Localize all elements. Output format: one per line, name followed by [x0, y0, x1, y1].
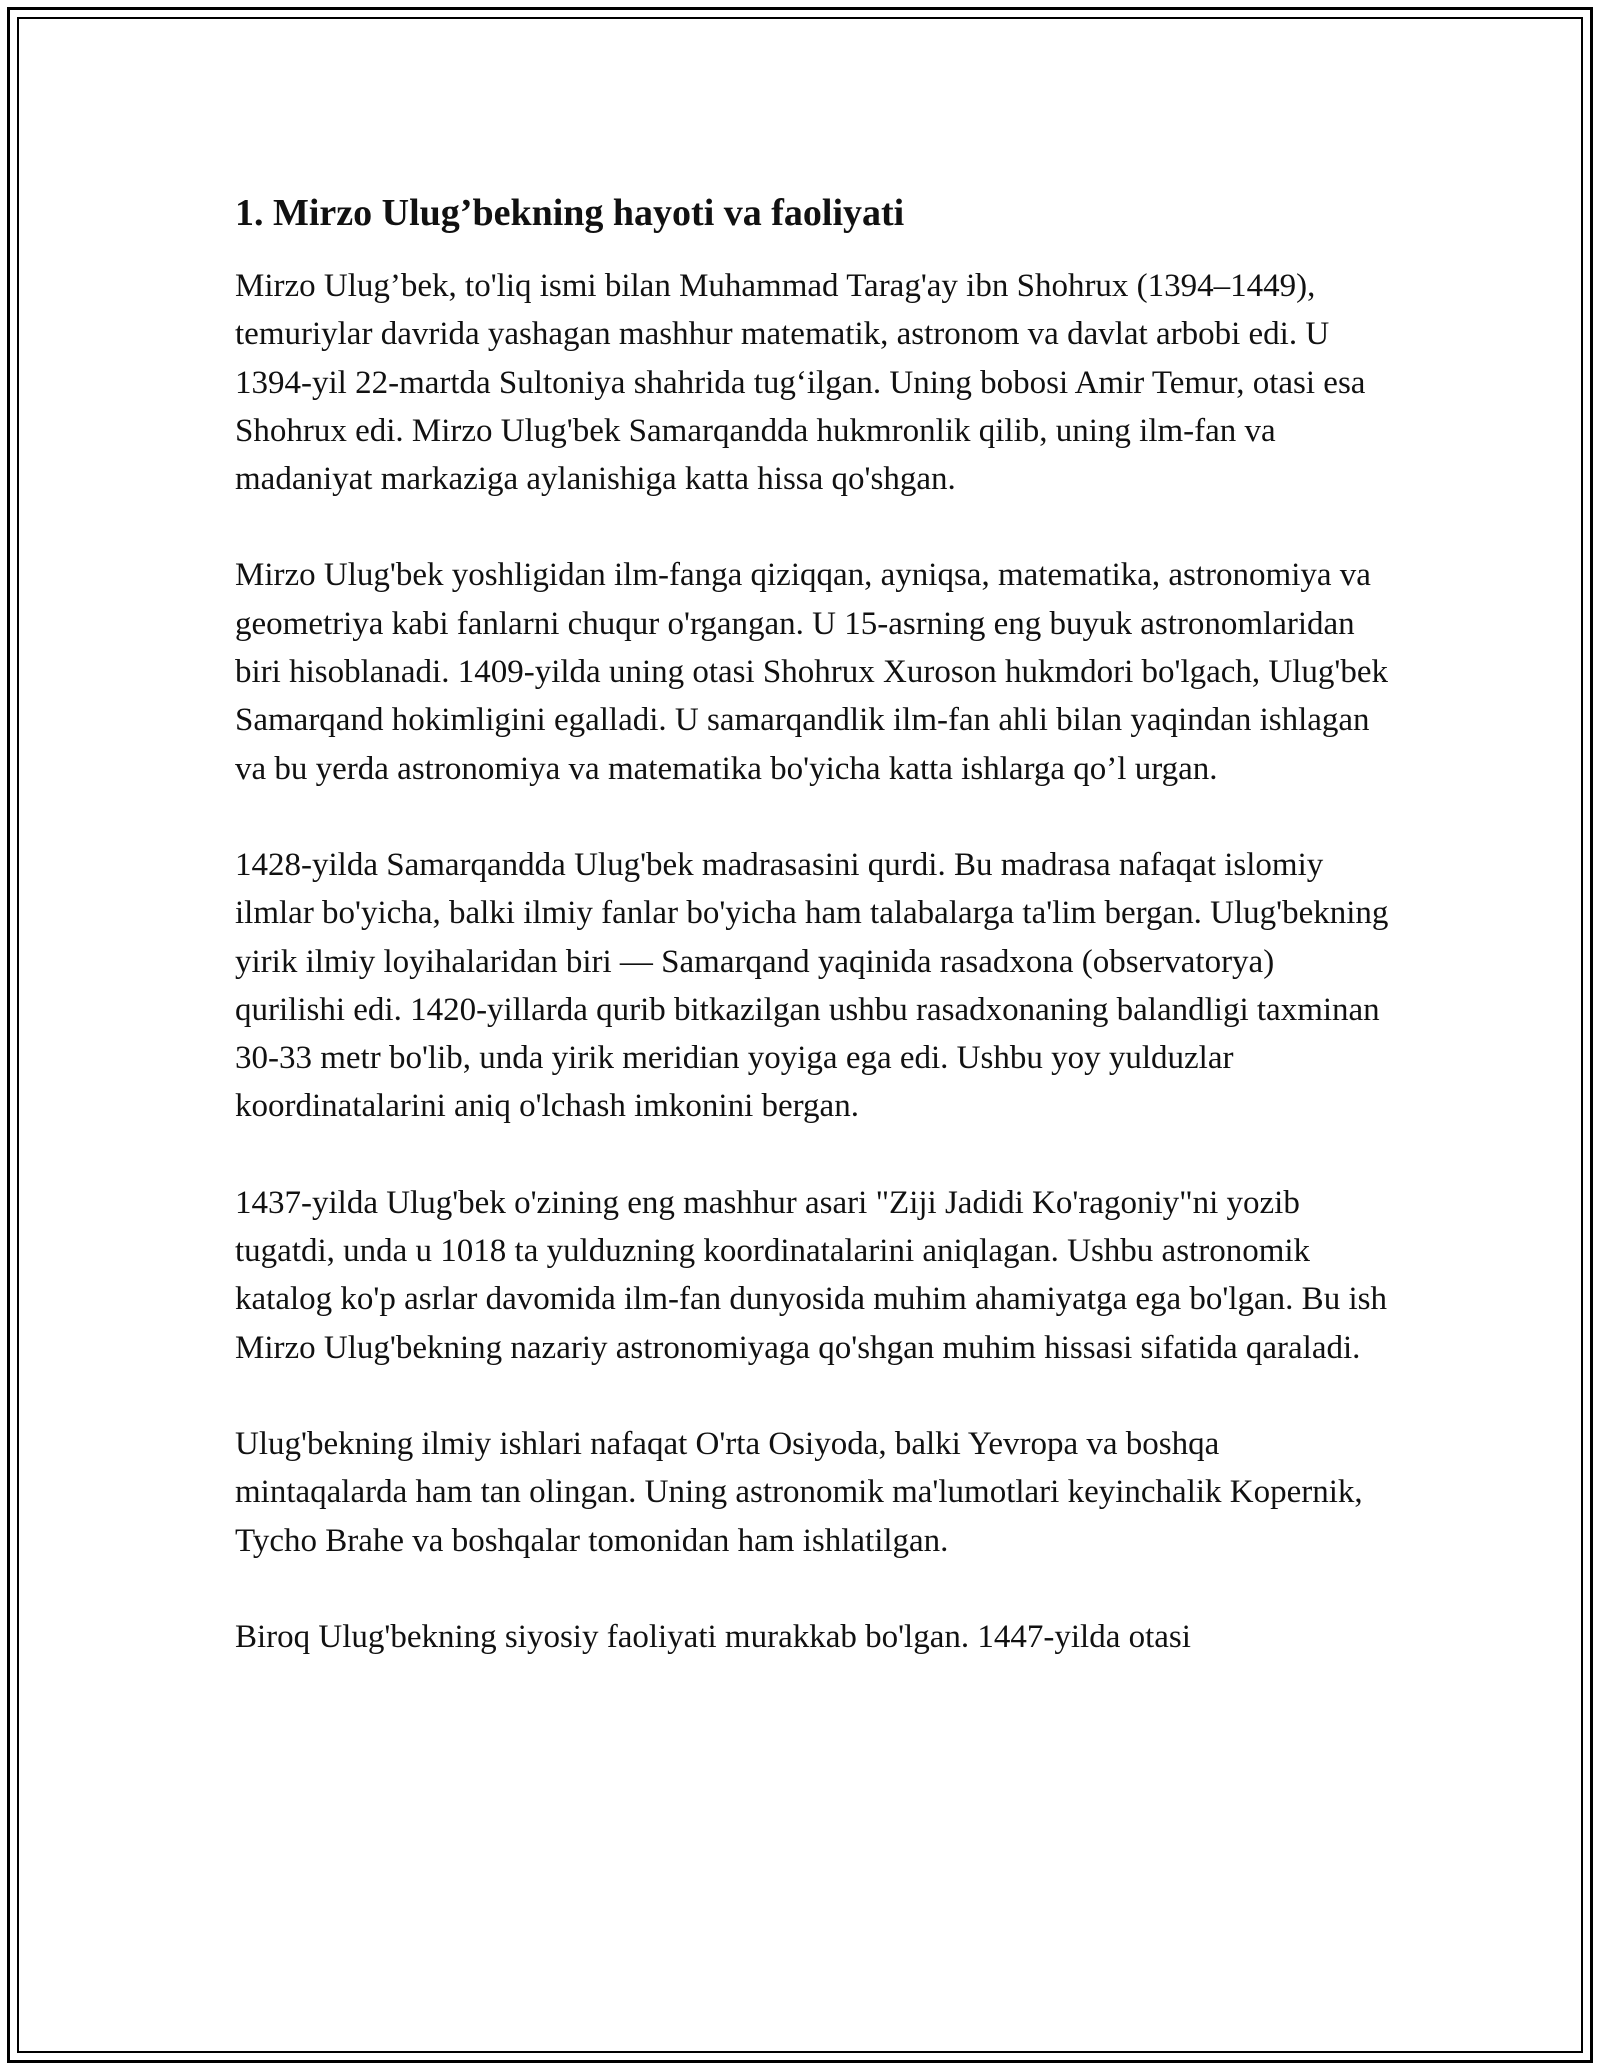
paragraph-1: Mirzo Ulug’bek, to'liq ismi bilan Muhammad Tarag'ay ibn Shohrux (1394–1449), temuriylar davrida yashagan mashhur matematik, astronom va davlat arbobi edi. U 1394-yil 22-martda Sultoniya shahrida tug‘ilgan. Uning bobosi Amir Temur, otasi esa Shohrux edi. Mirzo Ulug'bek Samarqandda hukmronlik qilib, uning ilm-fan va madaniyat markaziga aylanishiga katta hissa qo'shgan.	[235, 268, 1366, 498]
paragraph-5: Ulug'bekning ilmiy ishlari nafaqat O'rta Osiyoda, balki Yevropa va boshqa mintaqalarda ham tan olingan. Uning astronomik ma'lumotlari keyinchalik Kopernik, Tycho Brahe va boshqalar tomonidan ham ishlatilgan.	[235, 1425, 1363, 1559]
paragraph-4: 1437-yilda Ulug'bek o'zining eng mashhur asari "Ziji Jadidi Ko'ragoniy"ni yozib tugatdi, unda u 1018 ta yulduzning koordinatalarini aniqlagan. Ushbu astronomik katalog ko'p asrlar davomida ilm-fan dunyosida muhim ahamiyatga ega bo'lgan. Bu ish Mirzo Ulug'bekning nazariy astronomiyaga qo'shgan muhim hissasi sifatida qaraladi.	[235, 1184, 1387, 1366]
paragraph-2: Mirzo Ulug'bek yoshligidan ilm-fanga qiziqqan, ayniqsa, matematika, astronomiya va geometriya kabi fanlarni chuqur o'rgangan. U 15-asrning eng buyuk astronomlaridan biri hisoblanadi. 1409-yilda uning otasi Shohrux Xuroson hukmdori bo'lgach, Ulug'bek Samarqand hokimligini egalladi. U samarqandlik ilm-fan ahli bilan yaqindan ishlagan va bu yerda astronomiya va matematika bo'yicha katta ishlarga qo’l urgan.	[235, 557, 1389, 787]
document-body	[235, 186, 1390, 1661]
section-heading: 1. Mirzo Ulug’bekning hayoti va faoliyati	[235, 192, 905, 234]
paragraph-6: Biroq Ulug'bekning siyosiy faoliyati murakkab bo'lgan. 1447-yilda otasi	[235, 1618, 1191, 1655]
paragraph-3: 1428-yilda Samarqandda Ulug'bek madrasasini qurdi. Bu madrasa nafaqat islomiy ilmlar bo'yicha, balki ilmiy fanlar bo'yicha ham talabalarga ta'lim bergan. Ulug'bekning yirik ilmiy loyihalaridan biri — Samarqand yaqinida rasadxona (observatorya) qurilishi edi. 1420-yillarda qurib bitkazilgan ushbu rasadxonaning balandligi taxminan 30-33 metr bo'lib, unda yirik meridian yoyiga ega edi. Ushbu yoy yulduzlar koordinatalarini aniq o'lchash imkonini bergan.	[235, 846, 1389, 1125]
